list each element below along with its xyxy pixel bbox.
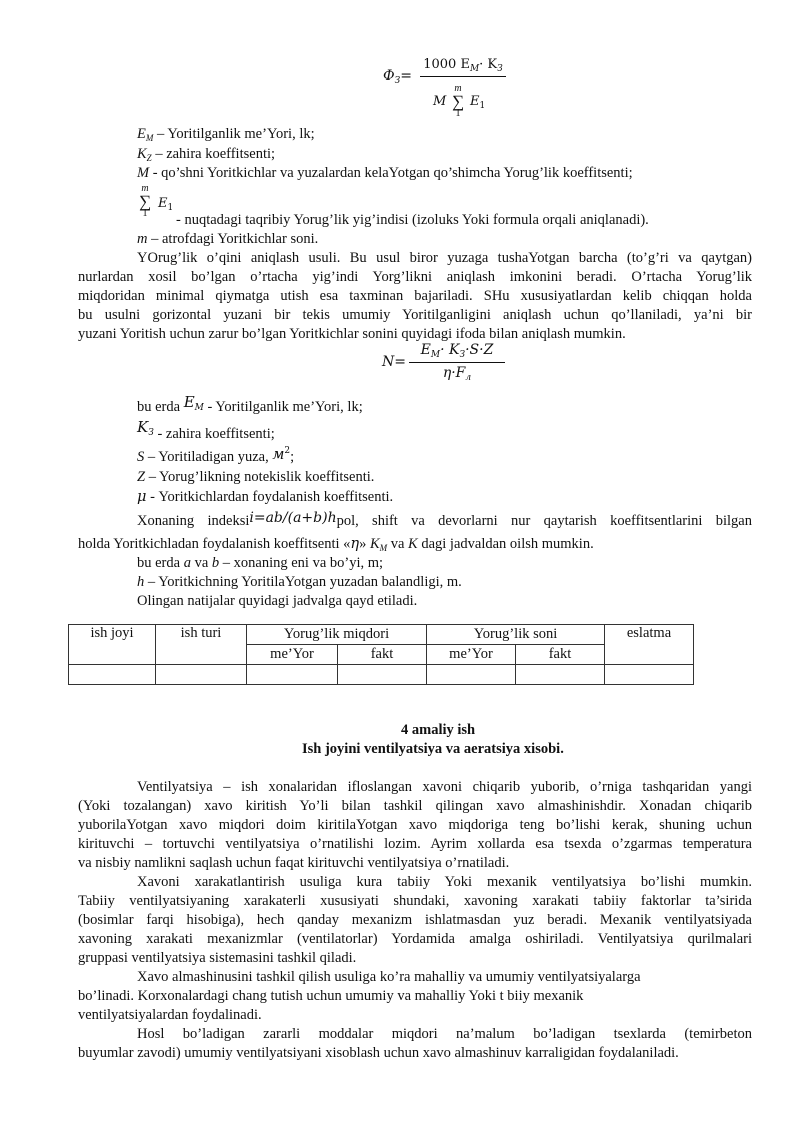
def-m: M - qo’shni Yoritkichlar va yuzalardan kelaYotgan qo’shimcha Yorug’lik koeffitsenti; xyxy=(137,165,633,181)
formula-phi: $Ф_З=$ xyxy=(383,68,412,86)
def2-s: S – Yoritiladigan yuza, $м^2$; xyxy=(137,446,295,465)
def2-z: Z – Yorug’likning notekislik koeffitsenti. xyxy=(137,469,375,485)
formula-phi-denominator: M xyxy=(433,94,447,109)
table-cell xyxy=(516,665,605,685)
para4-line: Tabiiy ventilyatsiyaning xarakaterli xususiyati shundaki, xavoning xarakati tabiiy faktorlar ta’sirida xyxy=(78,893,752,909)
formula-phi-fraction: 1000 $E_M\cdot K_З$ xyxy=(420,57,506,79)
para4-line: xavoning xarakati mexanizmlar (ventilatorlar) Yordamida amalga oshiriladi. Ventilyatsiya qurilmalari xyxy=(78,931,752,947)
para3-line: va nisbiy namlikni saqlash uchun faqat kirituvchi ventilyatsiya o’rnatiladi. xyxy=(78,855,510,871)
def-m-count: m – atrofdagi Yoritkichlar soni. xyxy=(137,231,319,247)
table-cell xyxy=(247,665,338,685)
section-title: Ish joyini ventilyatsiya va aeratsiya xisobi. xyxy=(302,741,564,757)
def2-mu: μ - Yoritkichlardan foydalanish koeffitsenti. xyxy=(137,489,394,505)
def2-k: $K_З$ - zahira koeffitsenti; xyxy=(137,418,275,442)
summation-symbol: m ∑ 1 xyxy=(451,83,465,119)
table-cell xyxy=(69,665,156,685)
formula-phi-den-e: $E_1$ xyxy=(470,94,486,111)
formula-n: N= xyxy=(382,354,406,370)
def2-em: bu erda $E_M$ - Yoritilganlik me’Yori, lk; xyxy=(137,393,363,415)
def-kz: $K_Z$ – zahira koeffitsenti; xyxy=(137,146,276,163)
table-row xyxy=(69,665,694,685)
def-sum-e: $E_1$ xyxy=(158,196,174,213)
para1-line: YOrug’lik o’qini aniqlash usuli. Bu usul biror yuzaga tushaYotgan barcha (to’g’ri va qaytgan) xyxy=(137,250,752,266)
sub-fakt: fakt xyxy=(338,645,427,665)
col-ish-joyi: ish joyi xyxy=(69,625,156,665)
para5-line: Xavo almashinusini tashkil qilish usuliga ko’ra mahalliy va umumiy ventilyatsiyalarga xyxy=(137,969,641,985)
para2-table-intro: Olingan natijalar quyidagi jadvalga qayd etiladi. xyxy=(137,593,418,609)
table-cell xyxy=(156,665,247,685)
para1-line: bu usulni gorizontal yuzani bir tekis umumiy Yoritilganligini aniqlash uchun qo’llaniladi, ya’ni bir xyxy=(78,307,752,323)
table-cell xyxy=(338,665,427,685)
para4-line: (bosimlar farqi hisobiga), hech qanday mexanizm ishlatmasdan yuz beradi. Mexanik ventilyatsiyada xyxy=(78,912,752,928)
para6-line: Hosl bo’ladigan zararli moddalar miqdori na’malum bo’ladigan tsexlarda (temirbeton xyxy=(137,1026,752,1042)
para3-line: yuborilaYotgan xavo miqdori doim kiritilaYotgan xavo miqdoriga teng bo’lishi kerak, shuning uchun xyxy=(78,817,752,833)
para1-line: miqdoridan minimal qiymatga utish esa taxminan bajariladi. SHu xususiyatlardan kelib chiqqan holda xyxy=(78,288,752,304)
para3-line: kirituvchi – tortuvchi ventilyatsiya o’rnatilishi lozim. Ayrim xollarda esa tsexda o’zgarmas temperatura xyxy=(78,836,752,852)
col-soni: Yorug’lik soni xyxy=(427,625,605,645)
para2-ab-line: bu erda a va b – xonaning eni va bo’yi, m; xyxy=(137,555,384,571)
section-number: 4 amaliy ish xyxy=(401,722,476,738)
table-cell xyxy=(427,665,516,685)
formula-n-fraction: $E_M\cdot K_З\cdot S\cdot Z$ $\eta\cdot F_л$ xyxy=(409,342,505,383)
col-ish-turi: ish turi xyxy=(156,625,247,665)
def-sum-text: - nuqtadagi taqribiy Yorug’lik yig’indisi (izoluks Yoki formula orqali aniqlanadi). xyxy=(176,212,649,228)
para5-line: bo’linadi. Korxonalardagi chang tutish uchun umumiy va mahalliy Yoki t biiy mexanik xyxy=(78,988,584,1004)
para2-line2: holda Yoritkichladan foydalanish koeffitsenti «η» $K_M$ va K dagi jadvaldan oilsh mumkin. xyxy=(78,536,594,553)
para4-line: gruppasi ventilyatsiya sistemasini tashkil qiladi. xyxy=(78,950,357,966)
col-eslatma: eslatma xyxy=(605,625,694,665)
def-sum-symbol: m ∑ 1 xyxy=(138,183,152,219)
para3-line: Ventilyatsiya – ish xonalaridan ifloslangan xavoni chiqarib yuborib, o’rniga tashqaridan yangi xyxy=(137,779,752,795)
para6-line: buyumlar zavodi) umumiy ventilyatsiyani xisoblash uchun xavo almashinuv karraligidan foydalaniladi. xyxy=(78,1045,679,1061)
sub-me-yor: me’Yor xyxy=(247,645,338,665)
para2-h-line: h – Yoritkichning YoritilaYotgan yuzadan balandligi, m. xyxy=(137,574,462,590)
para4-line: Xavoni xarakatlantirish usuliga kura tabiiy Yoki mexanik ventilyatsiya bo’lishi mumkin. xyxy=(137,874,752,890)
para2-line1: Xonaning indeksii=ab/(a+b)hpol, shift va devorlarni nur qaytarish koeffitsentlarini bilgan xyxy=(137,510,752,529)
results-table xyxy=(68,624,694,685)
para5-line: ventilyatsiyalardan foydalinadi. xyxy=(78,1007,262,1023)
col-miqdori: Yorug’lik miqdori xyxy=(247,625,427,645)
para1-line: nurlardan xosil bo’lgan o’rtacha yig’indi Yorg’likni aniqlash imkonini beradi. O’rtacha Yorug’lik xyxy=(78,269,752,285)
para3-line: (Yoki tozalangan) xavo kiritish Yo’li bilan tashkil qilingan xavo almashinishdir. Xonadan chiqarib xyxy=(78,798,752,814)
para1-line: yuzani Yoritish uchun zarur bo’lgan Yoritkichlar sonini quyidagi ifoda bilan aniqlash mumkin. xyxy=(78,326,626,342)
sub-fakt: fakt xyxy=(516,645,605,665)
table-cell xyxy=(605,665,694,685)
sub-me-yor: me’Yor xyxy=(427,645,516,665)
def-em: $E_M$ – Yoritilganlik me’Yori, lk; xyxy=(137,126,315,143)
